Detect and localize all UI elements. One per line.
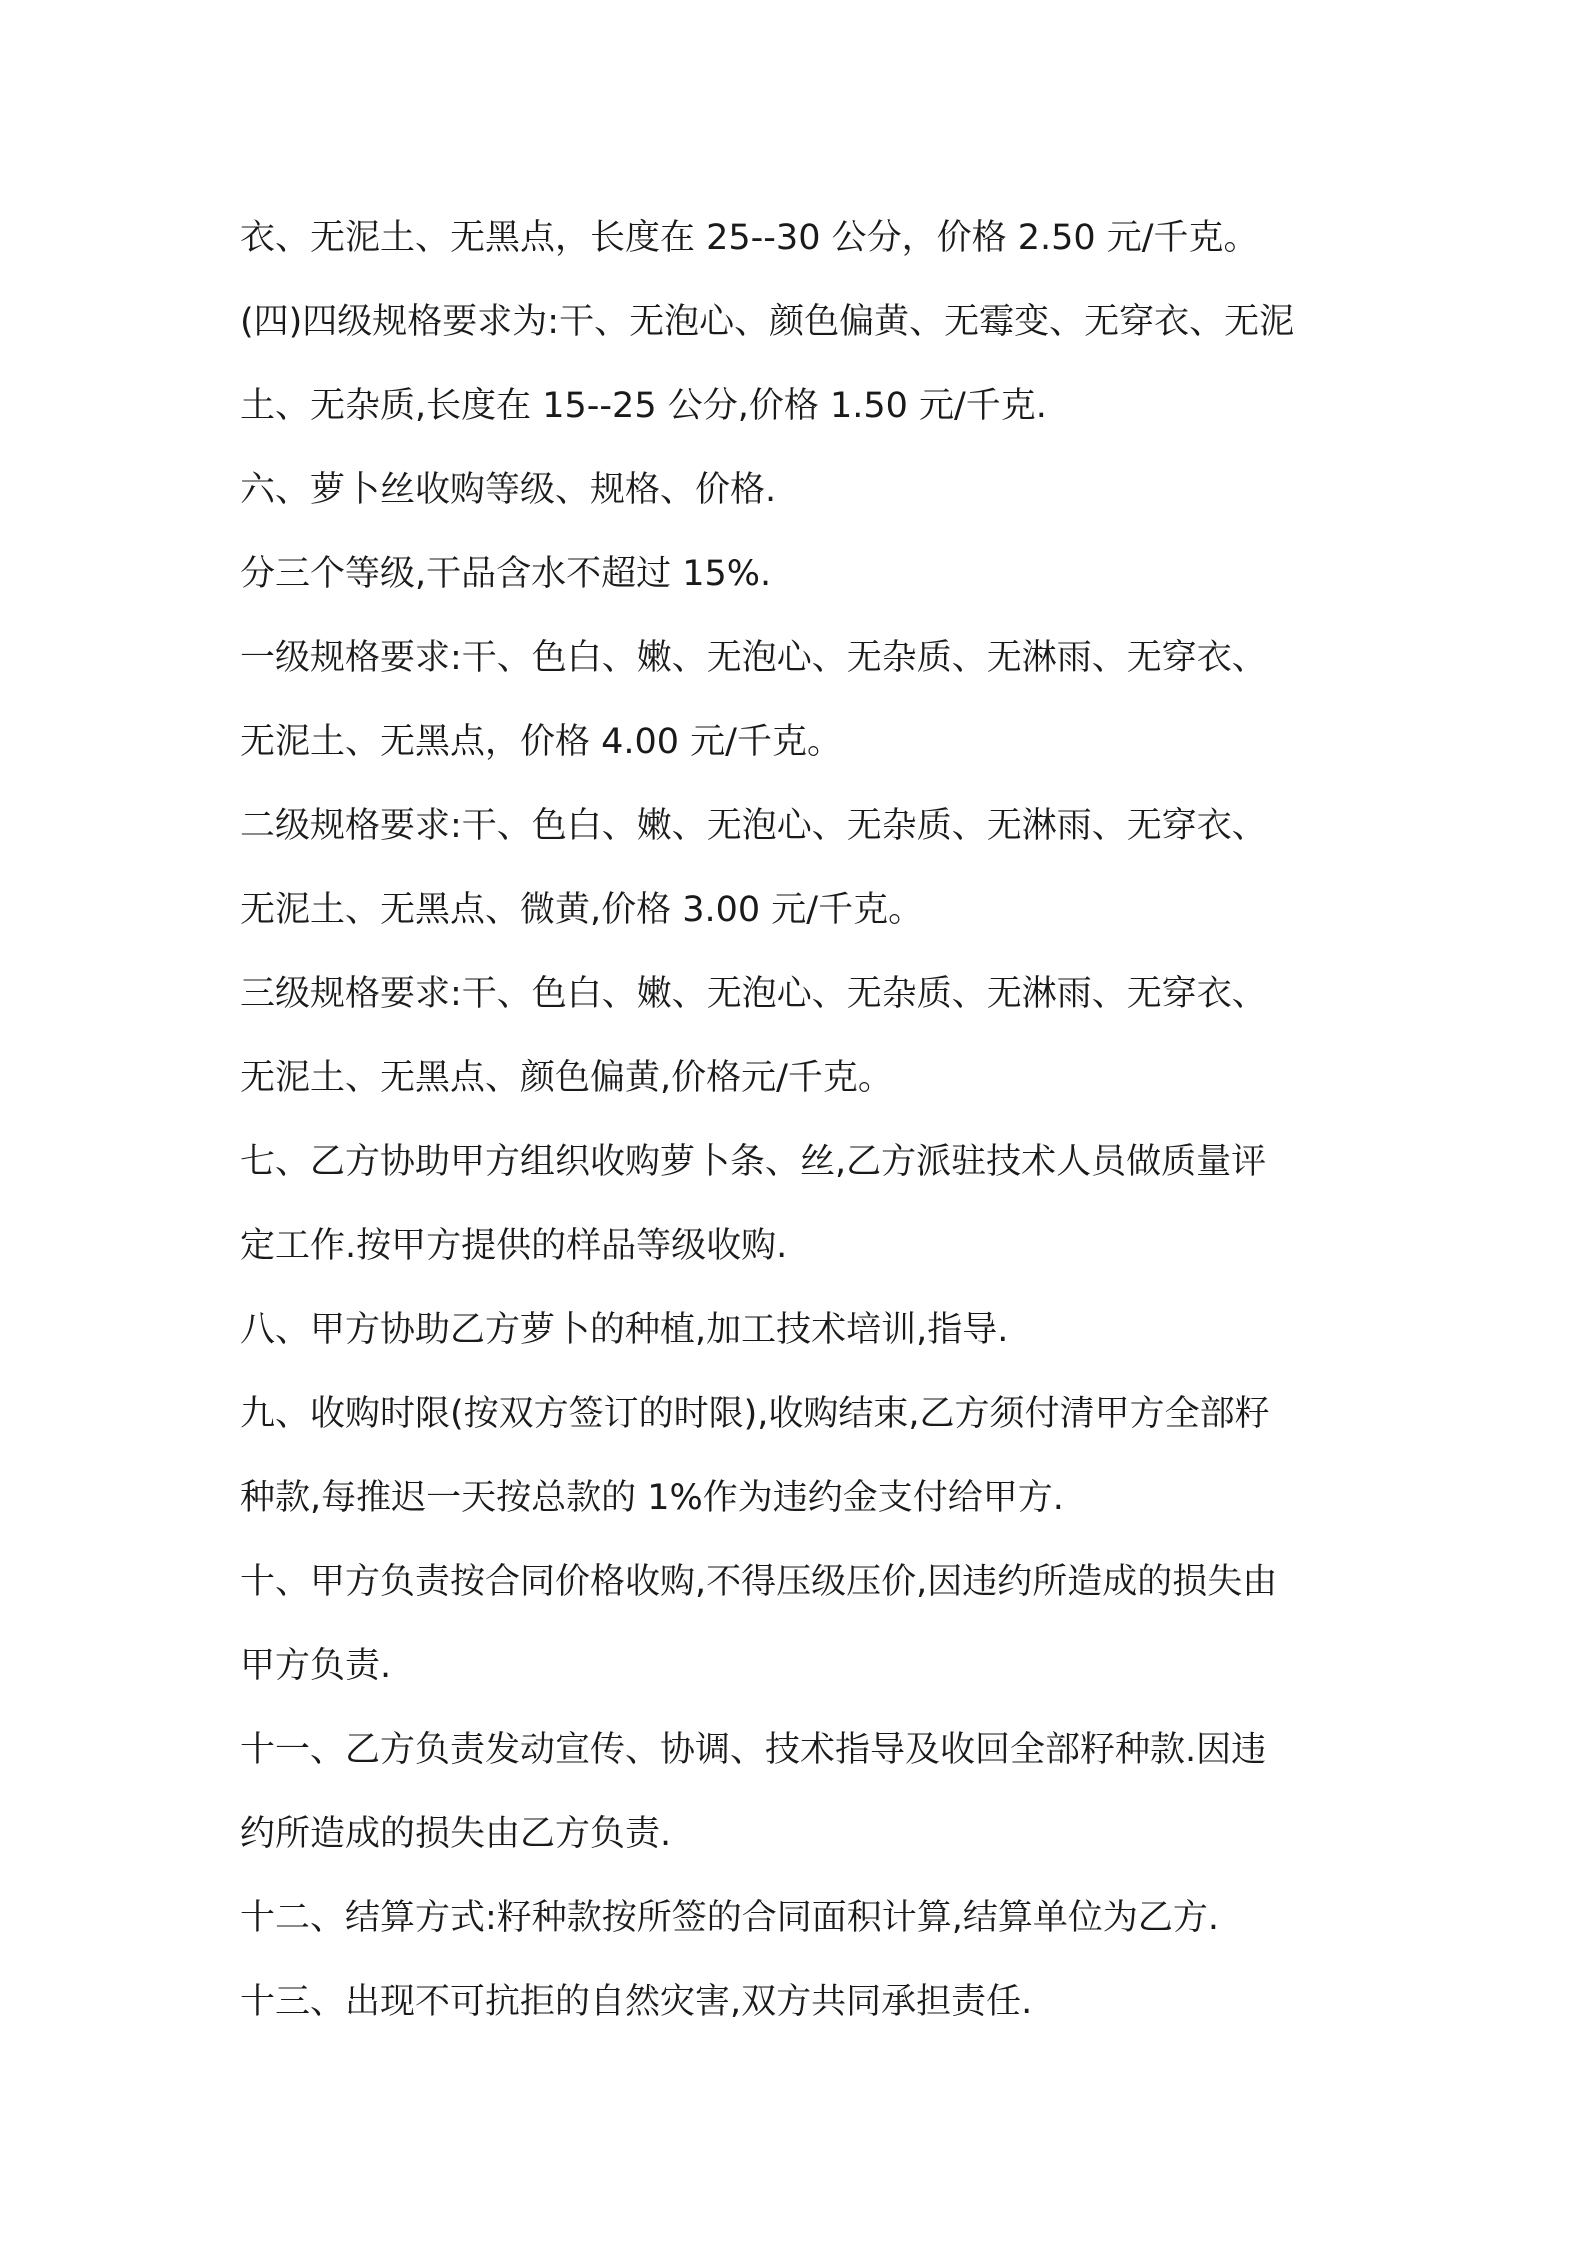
text-line: 七、乙方协助甲方组织收购萝卜条、丝,乙方派驻技术人员做质量评: [240, 1142, 1267, 1182]
document-body: [240, 196, 1360, 2044]
text-line: 土、无杂质,长度在 15--25 公分,价格 1.50 元/千克.: [240, 386, 1047, 426]
text-line: 衣、无泥土、无黑点，长度在 25--30 公分，价格 2.50 元/千克。: [240, 218, 1259, 258]
text-line: 无泥土、无黑点，价格 4.00 元/千克。: [240, 722, 842, 762]
text-line: 定工作.按甲方提供的样品等级收购.: [240, 1226, 788, 1266]
text-line: 无泥土、无黑点、微黄,价格 3.00 元/千克。: [240, 890, 924, 930]
text-line: 九、收购时限(按双方签订的时限),收购结束,乙方须付清甲方全部籽: [240, 1394, 1270, 1434]
text-line: 三级规格要求:干、色白、嫩、无泡心、无杂质、无淋雨、无穿衣、: [240, 974, 1267, 1014]
text-line: 分三个等级,干品含水不超过 15%.: [240, 554, 772, 594]
text-line: 八、甲方协助乙方萝卜的种植,加工技术培训,指导.: [240, 1310, 1009, 1350]
text-line: 种款,每推迟一天按总款的 1%作为违约金支付给甲方.: [240, 1478, 1064, 1518]
text-line: 二级规格要求:干、色白、嫩、无泡心、无杂质、无淋雨、无穿衣、: [240, 806, 1267, 846]
text-line: 一级规格要求:干、色白、嫩、无泡心、无杂质、无淋雨、无穿衣、: [240, 638, 1267, 678]
text-line: 无泥土、无黑点、颜色偏黄,价格元/千克。: [240, 1058, 893, 1098]
text-line: 约所造成的损失由乙方负责.: [240, 1814, 672, 1854]
text-line: 十三、出现不可抗拒的自然灾害,双方共同承担责任.: [240, 1982, 1033, 2022]
text-line: 十二、结算方式:籽种款按所签的合同面积计算,结算单位为乙方.: [240, 1898, 1220, 1938]
text-line: 甲方负责.: [240, 1646, 392, 1686]
text-line: 十一、乙方负责发动宣传、协调、技术指导及收回全部籽种款.因违: [240, 1730, 1267, 1770]
text-line: (四)四级规格要求为:干、无泡心、颜色偏黄、无霉变、无穿衣、无泥: [240, 302, 1295, 342]
section-heading: 六、萝卜丝收购等级、规格、价格.: [240, 470, 777, 510]
text-line: 十、甲方负责按合同价格收购,不得压级压价,因违约所造成的损失由: [240, 1562, 1278, 1602]
